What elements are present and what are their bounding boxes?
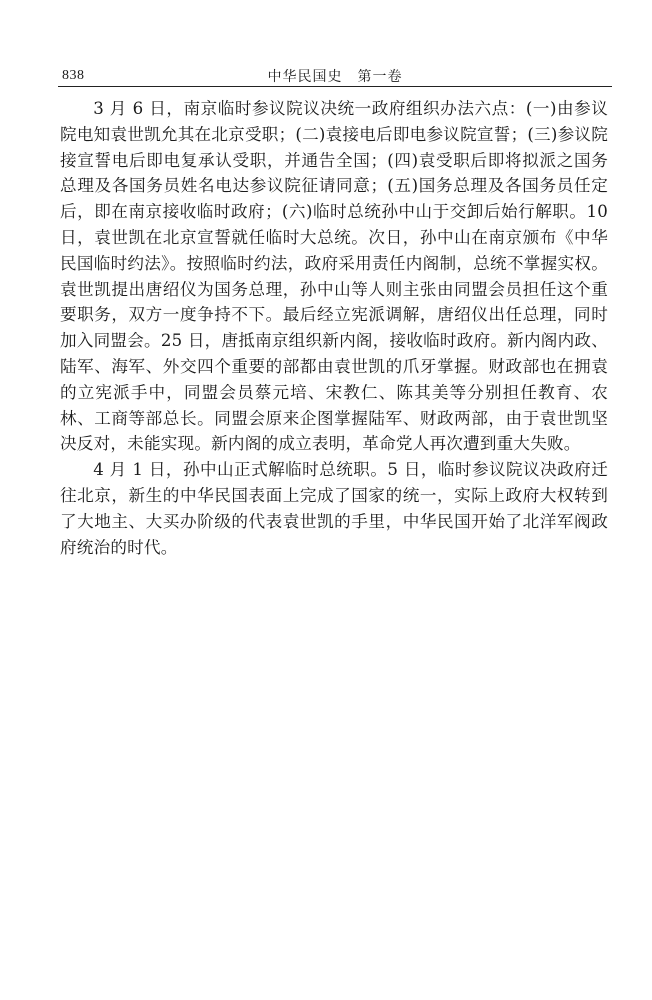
running-title: 中华民国史 第一卷 [267, 69, 403, 85]
body-text [60, 96, 608, 560]
paragraph-2: 4 月 1 日，孙中山正式解临时总统职。5 日，临时参议院议决政府迁往北京，新生的中华民国表面上完成了国家的统一，实际上政府大权转到了大地主、大买办阶级的代表袁世凯的手里，中华民国开始了北洋军阀政府统治的时代。 [60, 460, 608, 557]
page-header [58, 56, 612, 87]
page-number: 838 [62, 68, 85, 83]
paragraph-1: 3 月 6 日，南京临时参议院议决统一政府组织办法六点：(一)由参议院电知袁世凯允其在北京受职；(二)袁接电后即电参议院宣誓；(三)参议院接宣誓电后即电复承认受职，并通告全国；(四)袁受职后即将拟派之国务总理及各国务员姓名电达参议院征请同意；(五)国务总理及各国务员任定后，即在南京接收临时政府；(六)临时总统孙中山于交卸后始行解职。10 日，袁世凯在北京宣誓就任临时大总统。次日，孙中山在南京颁布《中华民国临时约法》。按照临时约法，政府采用责任内阁制，总统不掌握实权。袁世凯提出唐绍仪为国务总理，孙中山等人则主张由同盟会员担任这个重要职务，双方一度争持不下。最后经立宪派调解，唐绍仪出任总理，同时加入同盟会。25 日，唐抵南京组织新内阁，接收临时政府。新内阁内政、陆军、海军、外交四个重要的部都由袁世凯的爪牙掌握。财政部也在拥袁的立宪派手中，同盟会员蔡元培、宋教仁、陈其美等分别担任教育、农林、工商等部总长。同盟会原来企图掌握陆军、财政两部，由于袁世凯坚决反对，未能实现。新内阁的成立表明，革命党人再次遭到重大失败。 [60, 99, 608, 454]
